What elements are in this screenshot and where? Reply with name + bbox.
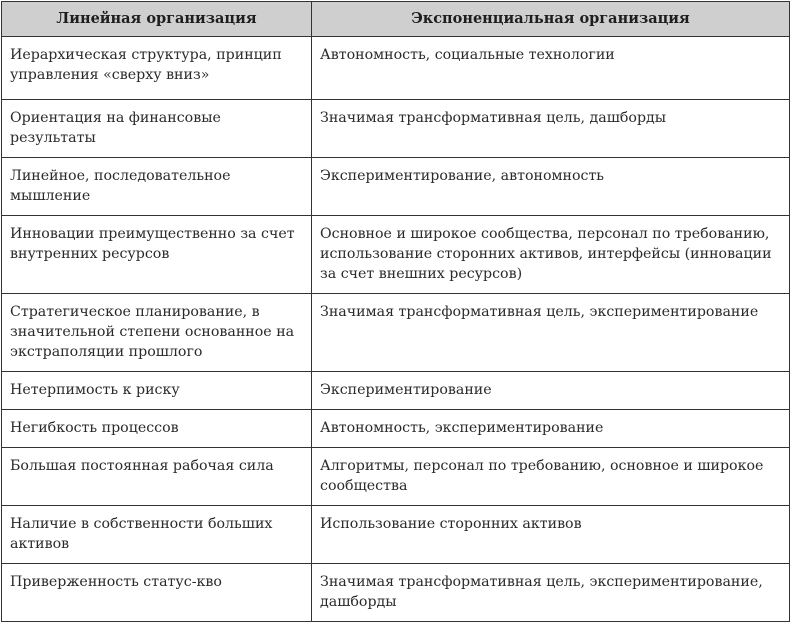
table-row — [2, 506, 790, 564]
header-exponential-organization: Экспоненциальная организация — [312, 2, 790, 37]
table-row — [2, 294, 790, 372]
cell-linear: Ориентация на финансовые результаты — [2, 100, 312, 158]
cell-linear: Стратегическое планирование, в значительной степени основанное на экстраполяции прошлого — [2, 294, 312, 372]
cell-linear: Иерархическая структура, принцип управления «сверху вниз» — [2, 37, 312, 100]
cell-exponential: Экспериментирование — [312, 372, 790, 410]
table-row — [2, 448, 790, 506]
cell-exponential: Значимая трансформативная цель, экспериментирование, дашборды — [312, 564, 790, 622]
cell-exponential: Значимая трансформативная цель, экспериментирование — [312, 294, 790, 372]
table-row — [2, 100, 790, 158]
table-header-row — [2, 2, 790, 37]
table-row — [2, 372, 790, 410]
table-row — [2, 37, 790, 100]
header-linear-organization: Линейная организация — [2, 2, 312, 37]
table-row — [2, 564, 790, 622]
cell-linear: Наличие в собственности больших активов — [2, 506, 312, 564]
cell-exponential: Основное и широкое сообщества, персонал по требованию, использование сторонних активов, интерфейсы (инновации за счет внешних ресурсов) — [312, 216, 790, 294]
cell-linear: Линейное, последовательное мышление — [2, 158, 312, 216]
comparison-table — [1, 1, 790, 622]
cell-linear: Инновации преимущественно за счет внутренних ресурсов — [2, 216, 312, 294]
table-row — [2, 410, 790, 448]
table-row — [2, 158, 790, 216]
cell-exponential: Значимая трансформативная цель, дашборды — [312, 100, 790, 158]
cell-linear: Приверженность статус-кво — [2, 564, 312, 622]
cell-exponential: Экспериментирование, автономность — [312, 158, 790, 216]
cell-linear: Негибкость процессов — [2, 410, 312, 448]
cell-linear: Нетерпимость к риску — [2, 372, 312, 410]
cell-exponential: Автономность, социальные технологии — [312, 37, 790, 100]
cell-exponential: Использование сторонних активов — [312, 506, 790, 564]
table-row — [2, 216, 790, 294]
cell-exponential: Автономность, экспериментирование — [312, 410, 790, 448]
cell-exponential: Алгоритмы, персонал по требованию, основное и широкое сообщества — [312, 448, 790, 506]
cell-linear: Большая постоянная рабочая сила — [2, 448, 312, 506]
